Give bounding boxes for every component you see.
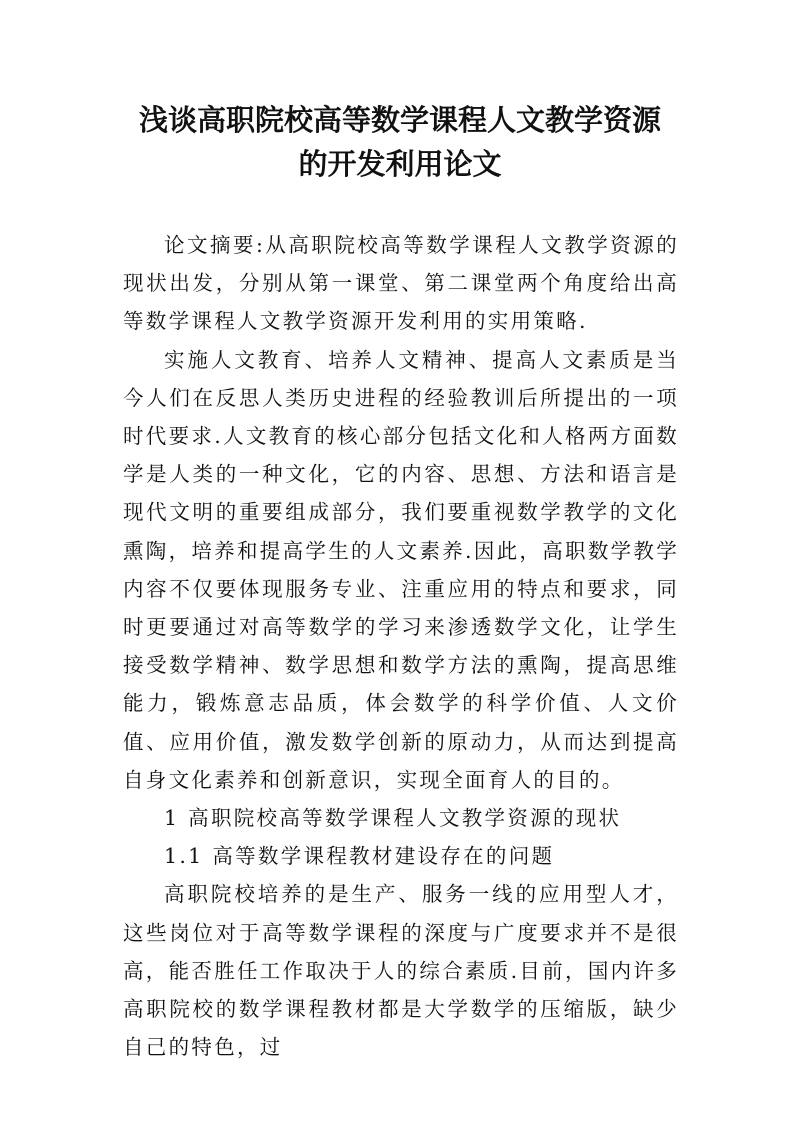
title-line-2: 的开发利用论文 [298,147,502,181]
section-heading-1: 1 高职院校高等数学课程人文教学资源的现状 [164,806,622,831]
abstract-paragraph: 论文摘要:从高职院校高等数学课程人文教学资源的现状出发，分别从第一课堂、第二课堂两个角度给出高等数学课程人文教学资源开发利用的实用策略. [123,233,679,334]
title-line-1: 浅谈高职院校高等数学课程人文教学资源 [138,103,661,137]
body-paragraph: 高职院校培养的是生产、服务一线的应用型人才，这些岗位对于高等数学课程的深度与广度要求并不是很高，能否胜任工作取决于人的综合素质.目前，国内许多高职院校的数学课程教材都是大学数学的压缩版，缺少自己的特色，过 [123,882,680,1060]
document-body [123,226,679,1066]
intro-paragraph: 实施人文教育、培养人文精神、提高人文素质是当今人们在反思人类历史进程的经验教训后所提出的一项时代要求.人文教育的核心部分包括文化和人格两方面数学是人类的一种文化，它的内容、思想、方法和语言是现代文明的重要组成部分，我们要重视数学教学的文化熏陶，培养和提高学生的人文素养.因此，高职数学教学内容不仅要体现服务专业、注重应用的特点和要求，同时更要通过对高等数学的学习来渗透数学文化，让学生接受数学精神、数学思想和数学方法的熏陶，提高思维能力，锻炼意志品质，体会数学的科学价值、人文价值、应用价值，激发数学创新的原动力，从而达到提高自身文化素养和创新意识，实现全面育人的目的。 [123,347,680,792]
document-title [100,98,700,186]
section-heading-1-1: 1.1 高等数学课程教材建设存在的问题 [164,844,555,869]
